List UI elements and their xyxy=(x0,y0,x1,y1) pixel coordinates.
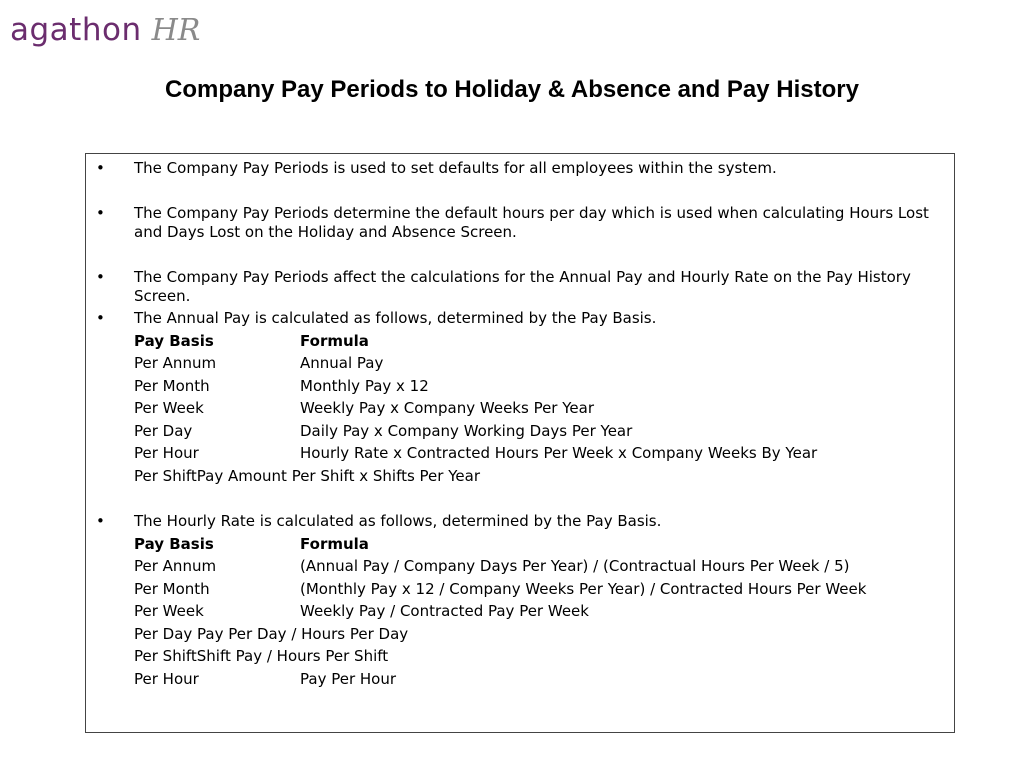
pay-basis-header: Pay Basis xyxy=(134,535,214,553)
bullet-text: The Annual Pay is calculated as follows, determined by the Pay Basis. xyxy=(134,309,657,327)
logo-wordmark: agathon xyxy=(10,12,142,48)
pay-basis-cell: Per Month xyxy=(134,580,210,598)
day-line: Per Day Pay Per Day / Hours Per Day xyxy=(134,625,409,643)
pay-basis-cell: Per Week xyxy=(134,399,204,417)
pay-basis-cell: Per Week xyxy=(134,602,204,620)
pay-basis-cell: Per Hour xyxy=(134,670,199,688)
shift-line: Per ShiftShift Pay / Hours Per Shift xyxy=(134,647,389,665)
shift-line: Per ShiftPay Amount Per Shift x Shifts Per Year xyxy=(134,467,480,485)
formula-cell: (Monthly Pay x 12 / Company Weeks Per Year) / Contracted Hours Per Week xyxy=(300,580,867,598)
content-box xyxy=(85,153,955,733)
formula-header: Formula xyxy=(300,332,369,350)
agathon-hr-logo xyxy=(10,12,200,48)
pay-basis-cell: Per Month xyxy=(134,377,210,395)
pay-basis-cell: Per Day xyxy=(134,422,193,440)
formula-header: Formula xyxy=(300,535,369,553)
bullet-icon: • xyxy=(96,512,105,530)
page-title: Company Pay Periods to Holiday & Absence and Pay History xyxy=(165,76,859,103)
pay-basis-cell: Per Hour xyxy=(134,444,199,462)
bullet-text: The Hourly Rate is calculated as follows, determined by the Pay Basis. xyxy=(134,512,662,530)
bullet-text: The Company Pay Periods is used to set defaults for all employees within the system. xyxy=(134,159,777,177)
bullet-icon: • xyxy=(96,268,105,286)
logo-hr-suffix: HR xyxy=(151,13,201,48)
pay-basis-cell: Per Annum xyxy=(134,354,217,372)
formula-cell: (Annual Pay / Company Days Per Year) / (Contractual Hours Per Week / 5) xyxy=(300,557,850,575)
bullet-icon: • xyxy=(96,159,105,177)
formula-cell: Weekly Pay x Company Weeks Per Year xyxy=(300,399,595,417)
formula-cell: Annual Pay xyxy=(300,354,384,372)
formula-cell: Daily Pay x Company Working Days Per Year xyxy=(300,422,633,440)
formula-cell: Hourly Rate x Contracted Hours Per Week x Company Weeks By Year xyxy=(300,444,818,462)
bullet-text: The Company Pay Periods affect the calculations for the Annual Pay and Hourly Rate on the Pay History Screen. xyxy=(134,268,911,305)
pay-basis-header: Pay Basis xyxy=(134,332,214,350)
formula-cell: Pay Per Hour xyxy=(300,670,397,688)
formula-cell: Weekly Pay / Contracted Pay Per Week xyxy=(300,602,589,620)
bullet-text: The Company Pay Periods determine the default hours per day which is used when calculating Hours Lost and Days Lost on the Holiday and Absence Screen. xyxy=(134,204,929,241)
bullet-icon: • xyxy=(96,309,105,327)
formula-cell: Monthly Pay x 12 xyxy=(300,377,429,395)
bullet-icon: • xyxy=(96,204,105,222)
pay-basis-cell: Per Annum xyxy=(134,557,217,575)
